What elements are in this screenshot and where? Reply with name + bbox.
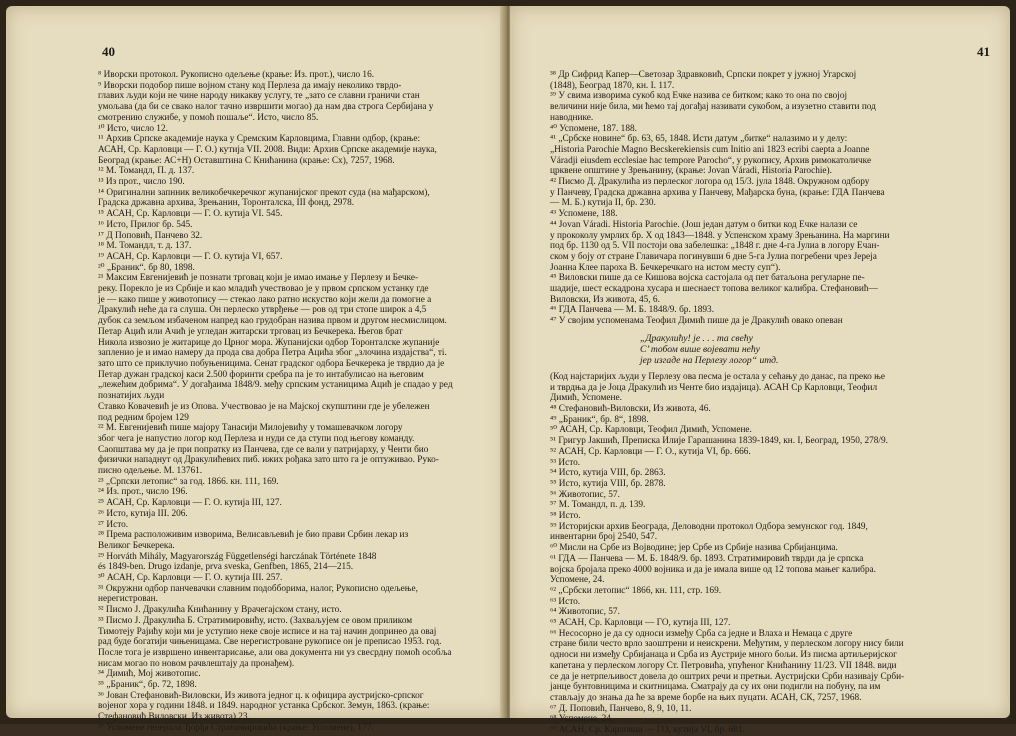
text-line: ⁶⁸ Успомене, 24.: [550, 714, 614, 725]
text-line: запленио је и имао намеру да прода сва добра Петра Ацића због „злочина издајства“, ті.: [98, 348, 447, 359]
text-line: ⁴⁶ ГДА Панчева — М. Б. 1848/9. бр. 1893.: [550, 305, 715, 316]
text-line: ²² М. Евгенијевић пише мајору Танасији Милојевићу у томашевачком логору: [98, 423, 403, 434]
text-line: ⁶³ Исто.: [550, 596, 581, 607]
text-line: јер изгаде на Перлезу логор“ итд.: [640, 354, 779, 366]
text-line: Виловски, Из живота, 45, 6.: [550, 294, 660, 305]
text-line: ⁶⁰ Мисли на Србе из Војводине; јер Србе из Србије назива Србијанцима.: [550, 543, 838, 554]
text-line: инвентарни број 2540, 547.: [550, 532, 658, 543]
text-line: ²⁷ Исто.: [98, 519, 129, 530]
text-line: ⁵⁷ М. Томандл, п. д. 139.: [550, 500, 646, 511]
text-line: ³³ Писмо Ј. Дракулића Б. Стратимировићу, исто. (Захваљујем се овом приликом: [98, 615, 413, 626]
text-line: нерегистрован.: [98, 594, 158, 605]
text-line: ⁴⁵ Виловски пише да се Кишова војска састојала од пет батаљона регуларне пе-: [550, 273, 865, 284]
text-line: ⁵² АСАН, Ср. Карловци — Г. О., кутија VI, бр. 666.: [550, 446, 751, 457]
text-line: (Код најстаријих људи у Перлезу ова песма је остала у сећању до данас, па преко ње: [550, 371, 885, 382]
text-line: (1848), Београд 1870, кн. I. 117.: [550, 80, 675, 91]
text-line: умољава (да би се свако налог тачно извршити могао) да нам два строга Сербијана у: [98, 102, 434, 113]
text-line: ⁵⁸ Исто.: [550, 511, 581, 522]
text-line: ⁴³ Успомене, 188.: [550, 209, 618, 220]
text-line: ⁵⁹ Историјски архив Београда, Деловодни протокол Одбора земунског год. 1849,: [550, 521, 868, 532]
text-line: писно одељење. М. 13761.: [98, 466, 203, 477]
text-line: ⁹ Иворски подобор пише војном стану код Перлеза да имају неколико тврдо-: [98, 80, 402, 91]
text-line: Градска државна архива, Зрењанин, Торонталска, III фонд, 2978.: [98, 198, 355, 209]
text-line: ⁴⁴ Jovan Váradi. Historia Parochie. (Још један датум о битки код Ечке налази се: [550, 219, 858, 230]
text-line: је — како пише у животопису — стекао лако ратно искуство који жели да помогне а: [98, 294, 432, 305]
text-line: ⁵⁶ Животопис, 57.: [550, 489, 620, 500]
text-line: војеног хора у години 1848. и 1849. народног устанка Србског. Земун, 1863. (крање:: [98, 701, 430, 712]
text-line: Петар дужан градској каси 2.500 форинти сребра па је то интабулисао на његовим: [98, 369, 424, 380]
text-line: реку. Порекло је из Србије и као младић учествовао је у првом српском устанку где: [98, 284, 429, 295]
text-line: Успомене, 24.: [550, 575, 605, 586]
text-line: ³⁶ Јован Стефановић-Виловски, Из живота једног ц. к официра аустријско-српског: [98, 690, 424, 701]
text-line: ⁶⁷ Д. Поповић, Панчево, 8, 9, 10, 11.: [550, 703, 692, 714]
text-line: ³² Писмо Ј. Дракулића Книћанину у Врачегајском стану, исто.: [98, 605, 342, 616]
text-line: Саопштава му да је при попратку из Панчева, где се вали у патријарху, у Ченти био: [98, 444, 429, 455]
text-line: војска бројала преко 4000 војника и да је имала више од 12 топова мањег калибра.: [550, 564, 876, 575]
text-line: ¹⁴ Оригинални запнник великобечкеречког жупанијског прекот суда (на мађарском),: [98, 187, 430, 198]
text-line: стране били често врло заоштрени и неискрени. Међутим, у перлеском логору нису били: [550, 639, 904, 650]
text-line: нисам могао по новом рачвлештају да пронађем).: [98, 658, 295, 669]
text-line: ³⁰ АСАН, Ср. Карловци — Г. О. кутија III. 257.: [98, 573, 283, 584]
text-line: После тога је извршено инвентарисање, али ова документа ни уз свесрдну помоћ особља: [98, 647, 452, 658]
text-line: ⁴⁷ У својим успоменама Теофил Димић пише да је Дракулић овако опеван: [550, 316, 843, 327]
text-line: ⁵⁵ Исто, кутија VIII, бр. 2878.: [550, 478, 666, 489]
text-line: ³⁸ Др Сифрид Капер—Светозар Здравковић, Српски покрет у јужној Угарској: [550, 70, 857, 80]
text-line: Димић, Успомене.: [550, 393, 622, 404]
footnotes-column: [98, 70, 484, 734]
text-line: ⁶² „Србски летопис“ 1866, кн. 111, стр. 169.: [550, 585, 722, 596]
text-line: ²⁶ Исто, кутија III. 206.: [98, 508, 188, 519]
footnotes-column: [550, 70, 992, 736]
text-line: величини није била, ми ћемо тај догађај називати сукобом, а изузетно ставити под: [550, 102, 876, 113]
text-line: ⁴¹ „Србске новине“ бр. 63, 65, 1848. Исти датум „битке“ налазимо и у делу:: [550, 134, 848, 145]
text-line: ³⁵ „Браник“, бр. 72, 1898.: [98, 680, 197, 691]
text-line: ²¹ Максим Евгенијевић је познати трговац који је имао имање у Перлезу и Бечке-: [98, 273, 419, 284]
page-number: 41: [977, 44, 990, 59]
text-line: зато што се приклучио побуњеницима. Сенат градског одбора Бечкерека је тврдио да је: [98, 358, 445, 369]
text-line: Ставко Ковачевић је из Опова. Учествовао је на Мајској скупштини где је убележен: [98, 401, 430, 412]
text-line: ⁴⁰ Успомене, 187. 188.: [550, 123, 637, 134]
text-line: ⁴⁸ Стефановић-Виловски, Из живота, 46.: [550, 403, 711, 414]
text-line: ⁵⁴ Исто, кутија VIII, бр. 2863.: [550, 468, 666, 479]
text-line: ⁶⁴ Животопис, 57.: [550, 607, 620, 618]
text-line: Стефановић Виловски, Из живота) 23.: [98, 712, 250, 723]
text-line: Петар Ацић или Ачић је угледан житарски трговац из Бечкерека. Његов брат: [98, 326, 403, 337]
text-line: „Historia Parochie Magno Becskerekiensis cum Initio ani 1823 ecribi caepta a Joanne: [550, 144, 870, 155]
text-line: дубок са земљом избаченом напред као грудобран назива првом и другом несмислицом.: [98, 316, 447, 327]
text-line: ²⁹ Horváth Mihály, Magyarország Függetlenségi harczának Története 1848: [98, 551, 377, 562]
text-line: под бр. 1130 од 5. VII постоји ова забелешка: „1848 г. дне 4-га Јулиа в логору Ечан-: [550, 241, 880, 252]
text-line: ⁴² Писмо Д. Дракулића из перлеског логора од 15/3. јула 1848. Окружном одбору: [550, 177, 870, 188]
text-line: Београд (крање: АС+Н) Оставштина С Книћанина (крање: Сх), 7257, 1968.: [98, 155, 395, 166]
page-number: 40: [102, 44, 115, 59]
footnotes-bottom: [550, 372, 992, 736]
text-line: ⁶⁶ Несосорно је да су односи између Срба са једне и Влаха и Немаца с друге: [550, 628, 853, 639]
quoted-verse: [640, 333, 992, 366]
text-line: — М. Б.) кутија II, бр. 230.: [550, 198, 656, 209]
text-line: Никола извозио је житарице до Црног мора. Жупанијски одбор Торонталске жупаније: [98, 337, 440, 348]
text-line: односи ни између Србијанаца и Срба из Аустрије много бољи. Из писма артиљеријског: [550, 650, 897, 661]
text-line: ¹⁰ Исто, число 12.: [98, 123, 168, 134]
text-line: ¹⁹ АСАН, Ср. Карловци — Г. О. кутија VI, 657.: [98, 251, 283, 262]
text-line: ⁶⁵ АСАН, Ср. Карловци — ГО, кутија III, 127.: [550, 618, 731, 629]
text-line: ⁶¹ ГДА — Панчева — М. Б. 1848/9. бр. 1893. Стратимировић тврди да је српска: [550, 553, 864, 564]
text-line: у Панчеву, Градска државна архива у Панчеву, Мађарска буна, (крање: ГДА Панчева: [550, 187, 885, 198]
text-line: главих људи који не чине народу никакву услугу, те „зато се славни граничи стан: [98, 91, 420, 102]
text-line: ⁵⁰ АСАН, Ср. Карловци, Теофил Димић, Успомене.: [550, 425, 752, 436]
text-line: ¹⁷ Д Поповић, Панчево 32.: [98, 230, 203, 241]
text-line: ¹⁸ М. Томандл, т. д. 137.: [98, 241, 192, 252]
text-line: és 1849-ben. Drugo izdanje, prva sveska, Genfben, 1865, 214—215.: [98, 562, 354, 573]
text-line: ²⁰ „Браник“. бр 80, 1898.: [98, 262, 195, 273]
text-line: се да је нетрпељивост довела до оштрих речи и претњи. Аустријски Срби називају Срби-: [550, 671, 905, 682]
text-line: ¹⁵ АСАН, Ср. Карловци — Г. О. кутија VI. 545.: [98, 209, 283, 220]
text-line: ³⁴ Димић, Мој животопис.: [98, 669, 201, 680]
text-line: „лежећим добрима“. У догађаима 1848/9. међу српским устаницима Ацић је спадао у ред: [98, 380, 453, 391]
text-line: ⁵¹ Григур Јакшић, Преписка Илије Гарашанина 1839-1849, кн. I, Београд, 1950, 278/9.: [550, 436, 888, 447]
text-line: С’ тобом више војевати нећу: [640, 343, 760, 355]
left-page: [6, 6, 506, 733]
text-line: капетана у перлеском логору Ст. Петровића, упућеног Книћанину 11/23. VII 1848. види: [550, 660, 897, 671]
text-line: смотрению служибе, у помоћ пошаље“. Исто, число 85.: [98, 112, 319, 123]
text-line: ⁸ Иворски протокол. Рукописно одељење (крање: Из. прот.), число 16.: [98, 70, 375, 80]
text-line: ²⁵ АСАН, Ср. Карловци — Г. О. кутија III, 127.: [98, 498, 282, 509]
text-line: црквене општине у Зрењанину, (крање: Jovan Váradi, Historia Parochie).: [550, 166, 832, 177]
text-line: и тврдња да је Јоца Дракулић из Ченте био издајица). АСАН Ср Карловци, Теофил: [550, 382, 878, 393]
text-line: познатијих људи: [98, 391, 165, 402]
text-line: ³¹ Окружни одбор панчевачки славним подобборима, налог, Рукописно одељење,: [98, 583, 418, 594]
text-line: Váradji eiusdem ecclesiae hac tempore Parocho“, у рукопису, Архив римокатоличке: [550, 155, 872, 166]
text-line: ²⁸ Према расположивим изворима, Велисављевић је био прави Србин лекар из: [98, 530, 409, 541]
text-line: ¹¹ Архив Српске академије наука у Сремским Карловцима, Главни одбор, (крање:: [98, 134, 421, 145]
text-line: ²³ „Српски летопис“ за год. 1866. кн. 111, 169.: [98, 476, 279, 487]
text-line: ¹² М. Томандл, П. д. 137.: [98, 166, 195, 177]
text-line: ³⁹ У свима изворима сукоб код Ечке назива се битком; како то она по својој: [550, 91, 848, 102]
text-line: због чега је напустио логор код Перлеза и нуди се да ступи под његову команду.: [98, 433, 415, 444]
text-line: Јоанна Клее пароха В. Бечкеречкаго на истом месту суп“).: [550, 262, 781, 273]
text-line: физички нападнут од Дракулићевих пиб. ижих рођака зато што га је оптуживао. Руко-: [98, 455, 439, 466]
text-line: ском у бoју от стране Главичара погинувши 6 дне 5-га Јулиа погребени чрез Јереја: [550, 251, 877, 262]
text-line: „Дракулићу! је . . . та свећу: [640, 332, 753, 344]
right-page: [510, 6, 1010, 736]
text-line: рад буде богатији чињеницама. Све нерегистроване рукописе он је преписао 1953. год.: [98, 637, 442, 648]
text-line: АСАН, Ср. Карловци — Г. О.) кутија VII. 2008. Види: Архив Српске академије наука,: [98, 144, 437, 155]
text-line: стављају до знања да ће за време борбе на њих пуцати. АСАН, СК, 7257, 1968.: [550, 692, 862, 703]
text-line: Дракулић неће да га слуша. Он перлеско утврђење — ров од три стопе широк а 4,5: [98, 305, 427, 316]
text-line: ⁵³ Исто.: [550, 457, 581, 468]
text-line: у прококолу умрлих бр. X од 1843—1848. у Успенском храму Зрењанина. На маргини: [550, 230, 890, 241]
text-line: Великог Бечкерека.: [98, 540, 175, 551]
text-line: ²⁴ Из. прот., число 196.: [98, 487, 188, 498]
text-line: ⁶⁹ АСАН, Ср. Карловци — ГО, кутија VI, бр. 681.: [550, 725, 746, 736]
text-line: наводнике.: [550, 112, 594, 123]
text-line: шадије, шест ескадрона хусара и шеснаест топова великог калибра. Стефановић—: [550, 284, 878, 295]
text-line: Тимотеју Рајићу који ми је уступио неке своје исписе и на тај начин допринео да овај: [98, 626, 437, 637]
footnotes-top: [550, 70, 992, 327]
text-line: јанце бунтовницима и скитницама. Сматрају да су их они подигли на побуну, па им: [550, 682, 881, 693]
text-line: ¹³ Из прот., число 190.: [98, 177, 185, 188]
text-line: ⁴⁹ „Браник“, бр. 8“, 1898.: [550, 414, 649, 425]
text-line: ¹⁶ Исто, Прилог бр. 545.: [98, 219, 193, 230]
text-line: под редним бројем 129: [98, 412, 189, 423]
text-line: ³⁷ Успомене генерала Ђорђа Стратимировића (крање: Успомене), 177.: [98, 722, 374, 733]
